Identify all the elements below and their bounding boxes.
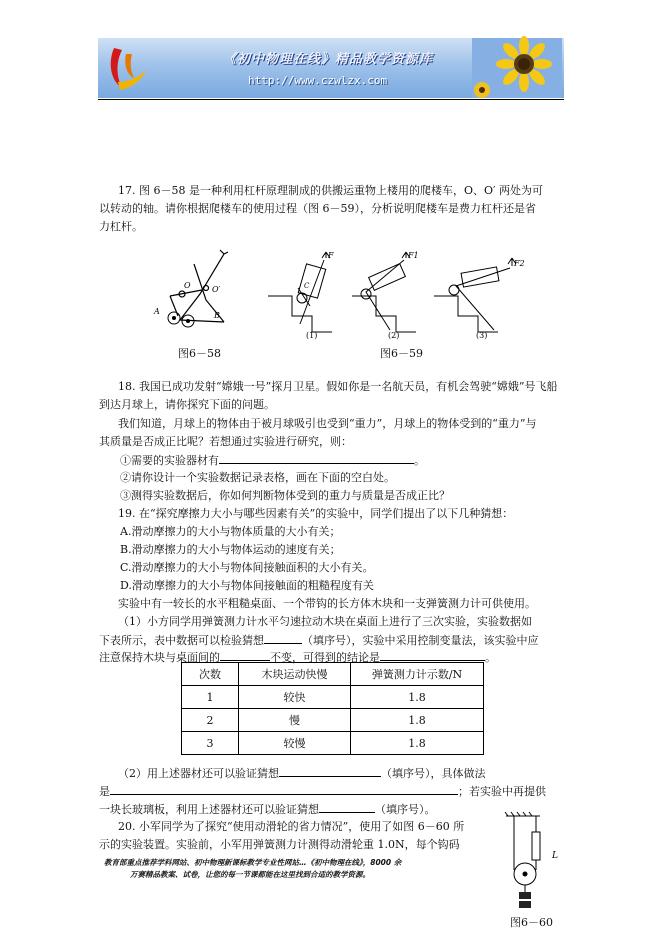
- q19-line-1: 19. 在“探究摩擦力大小与哪些因素有关”的实验中，同学们提出了以下几种猜想：: [118, 507, 514, 520]
- table-cell: 1.8: [351, 732, 484, 755]
- q19-part1-line-c: 注意保持木块与桌面间的 不变，可得到的结论是 。: [99, 651, 496, 664]
- q18-equipment-blank[interactable]: [219, 453, 414, 464]
- q17-line-3: 力杠杆。: [99, 220, 143, 233]
- q18-item-3: ③测得实验数据后，你如何判断物体受到的重力与质量是否成正比？: [120, 489, 450, 502]
- fig-6-60-caption: 图6－60: [510, 916, 553, 929]
- fig-6-58-caption: 图6－58: [178, 347, 221, 360]
- q19-option-c: C.滑动摩擦力的大小与物体间接触面积的大小有关。: [120, 561, 374, 574]
- fig59-label-2: (2): [388, 331, 400, 340]
- q19-constant-blank[interactable]: [220, 650, 270, 661]
- q18-item-1: ①需要的实验器材有 。: [120, 454, 425, 467]
- header-banner: [98, 38, 564, 98]
- fig-6-58-stair-cart: [150, 248, 250, 333]
- q19-part2-line-c: 一块长玻璃板，利用上述器材还可以验证猜想 （填序号）。: [99, 803, 436, 816]
- table-header-cell: 木块运动快慢: [239, 663, 351, 686]
- q19-part2-line-a: （2）用上述器材还可以验证猜想 （填序号），具体做法: [118, 767, 486, 780]
- table-cell: 1.8: [351, 686, 484, 709]
- footer-line-2: 万赛精品教案、试卷，让您的每一节课都能在这里找到合适的教学资源。: [130, 870, 370, 879]
- table-cell: 较慢: [239, 732, 351, 755]
- table-header-row: [182, 663, 484, 686]
- header-title: 《初中物理在线》精品教学资源库: [222, 52, 433, 67]
- q19-option-b: B.滑动摩擦力的大小与物体运动的速度有关；: [120, 543, 341, 556]
- q20-line-2: 示的实验装置。实验前，小军用弹簧测力计测得动滑轮重 1.0N，每个钩码: [99, 838, 460, 851]
- fig59-label-f: F: [328, 251, 334, 260]
- q19-part1-line-b: 下表所示，表中数据可以检验猜想 （填序号），实验中采用控制变量法，该实验中应: [99, 634, 539, 647]
- table-cell: 2: [182, 709, 239, 732]
- q18-line-3: 我们知道，月球上的物体由于被月球吸引也受到“重力”，月球上的物体受到的“重力”与: [118, 417, 537, 430]
- site-logo-icon: [106, 44, 150, 92]
- table-cell: 1: [182, 686, 239, 709]
- fig58-label-a: A: [154, 307, 160, 316]
- q19-hypothesis-blank-1[interactable]: [264, 633, 302, 644]
- fig-6-59-cart-positions: [266, 248, 525, 340]
- q20-line-1: 20. 小军同学为了探究“使用动滑轮的省力情况”，使用了如图 6－60 所: [118, 820, 465, 833]
- table-header-cell: 弹簧测力计示数/N: [351, 663, 484, 686]
- fig60-label-l: L: [552, 851, 558, 861]
- sunflower-icon: [472, 38, 562, 98]
- q18-line-2: 到达月球上，请你探究下面的问题。: [99, 398, 275, 411]
- fig58-label-b: B: [214, 311, 220, 320]
- q19-part2-line-b: 是 ；若实验中再提供: [99, 785, 546, 798]
- q19-part1-line-a: （1）小方同学用弹簧测力计水平匀速拉动木块在桌面上进行了三次实验，实验数据如: [118, 615, 532, 628]
- fig59-label-c: C: [304, 282, 310, 290]
- q19-method-blank[interactable]: [110, 784, 458, 795]
- q17-line-2: 以转动的轴。请你根据爬楼车的使用过程（图 6－59），分析说明爬楼车是费力杠杆还是省: [99, 202, 536, 215]
- footer-line-1: 教育部重点推荐学科网站、初中物理新课标教学专业性网站…《初中物理在线》，8000 余: [104, 858, 402, 867]
- q19-line-2: 实验中有一较长的水平粗糙桌面、一个带钩的长方体木块和一支弹簧测力计可供使用。: [118, 597, 536, 610]
- table-cell: 1.8: [351, 709, 484, 732]
- fig59-label-3: (3): [476, 331, 488, 340]
- table-header-cell: 次数: [182, 663, 239, 686]
- table-row: [182, 686, 484, 709]
- header-url[interactable]: http://www.czwlzx.com: [248, 74, 388, 87]
- q19-conclusion-blank[interactable]: [380, 650, 485, 661]
- q19-option-d: D.滑动摩擦力的大小与物体间接触面的粗糙程度有关: [120, 579, 374, 592]
- fig58-label-o: O: [184, 281, 191, 290]
- fig58-label-oprime: O′: [212, 285, 221, 294]
- table-row: [182, 732, 484, 755]
- q19-hypothesis-blank-3[interactable]: [319, 802, 375, 813]
- fig59-label-1: (1): [306, 331, 318, 340]
- q18-item-1-text: ①需要的实验器材有: [120, 454, 219, 467]
- q17-line-1: 17. 图 6－58 是一种利用杠杆原理制成的供搬运重物上楼用的爬楼车，O、O′ 两处为可: [118, 184, 544, 197]
- table-row: [182, 709, 484, 732]
- table-cell: 慢: [239, 709, 351, 732]
- q19-option-a: A.滑动摩擦力的大小与物体质量的大小有关；: [120, 525, 341, 538]
- fig-6-60-pulley: [500, 812, 564, 916]
- fig-6-59-caption: 图6－59: [380, 347, 423, 360]
- table-cell: 3: [182, 732, 239, 755]
- q18-line-1: 18. 我国已成功发射“嫦娥一号”探月卫星。假如你是一名航天员，有机会驾驶“嫦娥”号飞船: [118, 380, 558, 393]
- q18-item-2: ②请你设计一个实验数据记录表格，画在下面的空白处。: [120, 471, 395, 484]
- q19-data-table: [181, 662, 484, 755]
- q19-hypothesis-blank-2[interactable]: [279, 766, 381, 777]
- fig59-label-f2: F2: [514, 259, 525, 268]
- header-rule: [98, 99, 564, 100]
- fig59-label-f1: F1: [408, 251, 419, 260]
- q18-line-4: 其质量是否成正比呢？若想通过实验进行研究，则：: [99, 435, 352, 448]
- table-cell: 较快: [239, 686, 351, 709]
